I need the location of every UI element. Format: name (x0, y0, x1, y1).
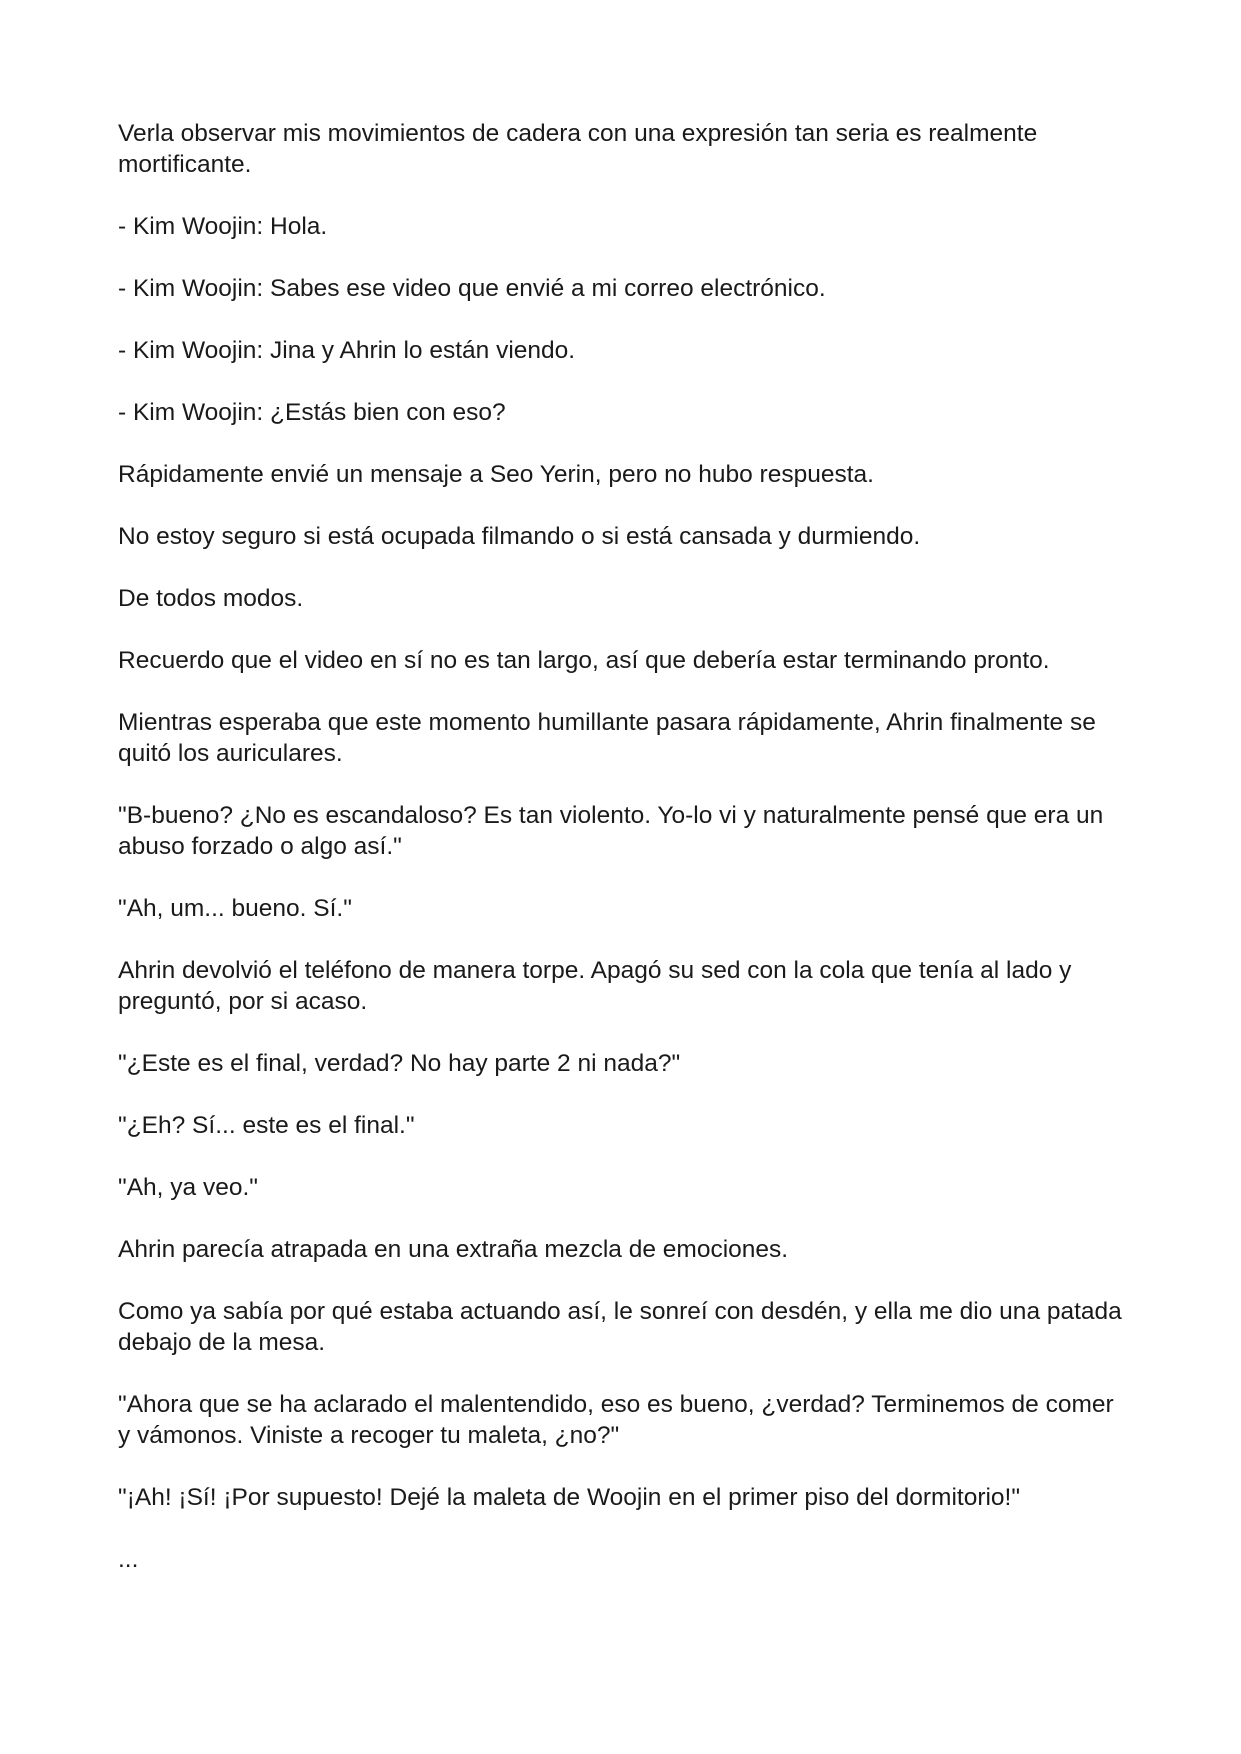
paragraph: - Kim Woojin: Jina y Ahrin lo están viendo. (118, 337, 576, 364)
paragraph: "¿Eh? Sí... este es el final." (118, 1112, 415, 1139)
paragraph: - Kim Woojin: Hola. (118, 213, 328, 240)
paragraph: Recuerdo que el video en sí no es tan largo, así que debería estar terminando pronto. (118, 647, 1050, 674)
paragraph: Mientras esperaba que este momento humillante pasara rápidamente, Ahrin finalmente se quitó los auriculares. (118, 709, 1096, 767)
paragraph: "Ah, ya veo." (118, 1174, 258, 1201)
paragraph: ... (118, 1546, 139, 1573)
paragraph: - Kim Woojin: ¿Estás bien con eso? (118, 399, 506, 426)
paragraph: Ahrin devolvió el teléfono de manera torpe. Apagó su sed con la cola que tenía al lado y preguntó, por si acaso. (118, 957, 1072, 1015)
paragraph: No estoy seguro si está ocupada filmando o si está cansada y durmiendo. (118, 523, 921, 550)
paragraph: De todos modos. (118, 585, 304, 612)
document-body (118, 118, 1128, 1606)
paragraph: - Kim Woojin: Sabes ese video que envié a mi correo electrónico. (118, 275, 826, 302)
paragraph: "Ah, um... bueno. Sí." (118, 895, 352, 922)
paragraph: "B-bueno? ¿No es escandaloso? Es tan violento. Yo-lo vi y naturalmente pensé que era un abuso forzado o algo así." (118, 802, 1104, 860)
paragraph: Ahrin parecía atrapada en una extraña mezcla de emociones. (118, 1236, 789, 1263)
paragraph: Como ya sabía por qué estaba actuando así, le sonreí con desdén, y ella me dio una patada debajo de la mesa. (118, 1298, 1122, 1356)
paragraph: Verla observar mis movimientos de cadera con una expresión tan seria es realmente mortificante. (118, 120, 1038, 178)
paragraph: "¿Este es el final, verdad? No hay parte 2 ni nada?" (118, 1050, 681, 1077)
paragraph: "Ahora que se ha aclarado el malentendido, eso es bueno, ¿verdad? Terminemos de comer y vámonos. Viniste a recoger tu maleta, ¿no?" (118, 1391, 1114, 1449)
paragraph: "¡Ah! ¡Sí! ¡Por supuesto! Dejé la maleta de Woojin en el primer piso del dormitorio!" (118, 1484, 1021, 1511)
paragraph: Rápidamente envié un mensaje a Seo Yerin, pero no hubo respuesta. (118, 461, 874, 488)
